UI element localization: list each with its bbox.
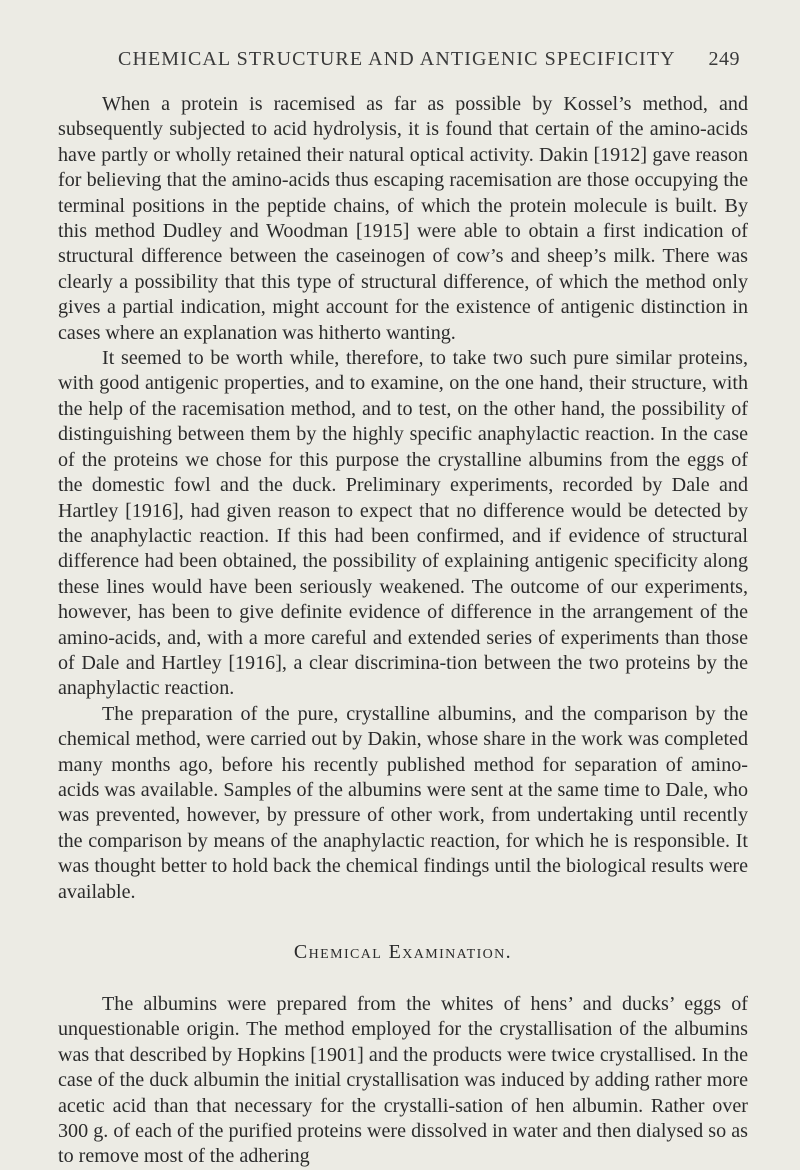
paragraph-albumin-preparation: The albumins were prepared from the whites of hens’ and ducks’ eggs of unquestionable origin. The method employed for the crystallisation of the albumins was that described by Hopkins [1901] and the products were twice crystallised. In the case of the duck albumin the initial crystallisation was induced by adding rather more acetic acid than that necessary for the crystalli-sation of hen albumin. Rather over 300 g. of each of the purified proteins were dissolved in water and then dialysed so as to remove most of the adhering — [58, 993, 748, 1168]
running-head — [118, 48, 740, 84]
paragraph-preparation: The preparation of the pure, crystalline albumins, and the comparison by the chemical method, were carried out by Dakin, whose share in the work was completed many months ago, before his recently published method for separation of amino-acids was available. Samples of the albumins were sent at the same time to Dale, who was prevented, however, by pressure of other work, from undertaking until recently the comparison by means of the anaphylactic reaction, for which he is responsible. It was thought better to hold back the chemical findings until the biological results were available. — [58, 702, 748, 903]
section-heading: Chemical Examination. — [293, 941, 513, 963]
running-head-title: CHEMICAL STRUCTURE AND ANTIGENIC SPECIFICITY — [118, 48, 676, 70]
page-number: 249 — [708, 48, 740, 70]
paragraph-racemisation: When a protein is racemised as far as possible by Kossel’s method, and subsequently subjected to acid hydrolysis, it is found that certain of the amino-acids have partly or wholly retained their natural optical activity. Dakin [1912] gave reason for believing that the amino-acids thus escaping racemisation are those occupying the terminal positions in the peptide chains, of which the protein molecule is built. By this method Dudley and Woodman [1915] were able to obtain a first indication of structural difference between the caseinogen of cow’s and sheep’s milk. There was clearly a possibility that this type of structural difference, of which the method only gives a partial indication, might account for the existence of antigenic distinction in cases where an explanation was hitherto wanting. — [58, 93, 748, 344]
paragraph-proteins-comparison: It seemed to be worth while, therefore, to take two such pure similar proteins, with good antigenic properties, and to examine, on the one hand, their structure, with the help of the racemisation method, and to test, on the other hand, the possibility of distinguishing between them by the highly specific anaphylactic reaction. In the case of the proteins we chose for this purpose the crystalline albumins from the eggs of the domestic fowl and the duck. Preliminary experiments, recorded by Dale and Hartley [1916], had given reason to expect that no difference would be detected by the anaphylactic reaction. If this had been confirmed, and if evidence of structural difference had been obtained, the possibility of explaining antigenic specificity along these lines would have been seriously weakened. The outcome of our experiments, however, has been to give definite evidence of difference in the arrangement of the amino-acids, and, with a more careful and extended series of experiments than those of Dale and Hartley [1916], a clear discrimina-tion between the two proteins by the anaphylactic reaction. — [58, 347, 748, 700]
body-text — [58, 92, 748, 1170]
